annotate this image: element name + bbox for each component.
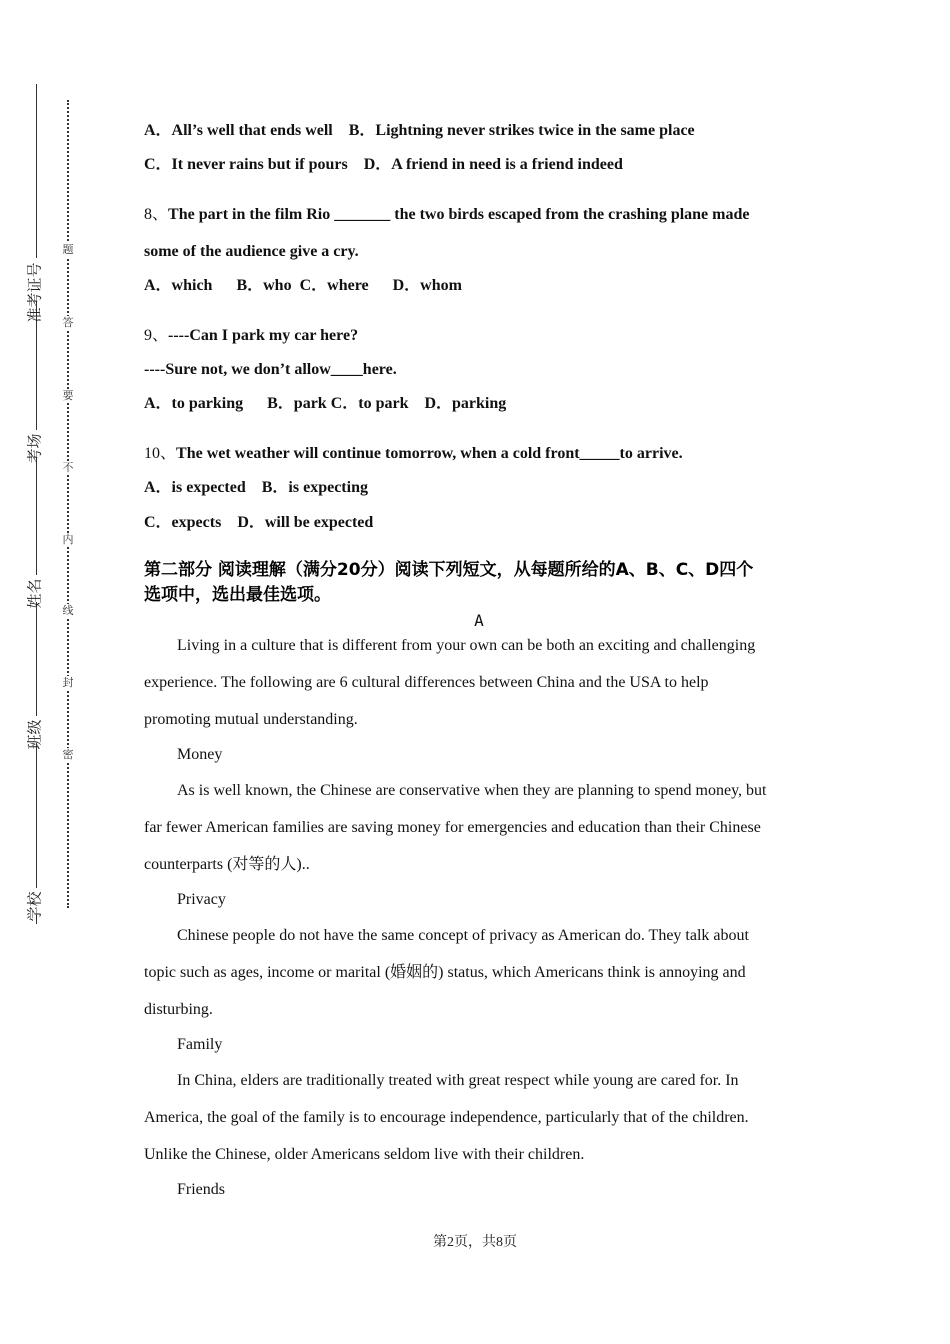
field-school-label: 学校	[25, 891, 44, 922]
q9-stem-text: ----Can I park my car here?	[168, 327, 359, 344]
seal-char: 答	[59, 316, 77, 330]
passage-label: A	[474, 611, 484, 630]
q9-options: A．to parking B．park C．to park D．parking	[144, 395, 507, 412]
q8-stem-line-1	[144, 202, 814, 228]
q7-options-line-1: A．All’s well that ends well B．Lightning never strikes twice in the same place	[144, 122, 695, 139]
intro-line-1: Living in a culture that is different from your own can be both an exciting and challenging	[177, 637, 756, 654]
q8-options: A．which B．who C．where D．whom	[144, 277, 462, 294]
intro-line-2: experience. The following are 6 cultural differences between China and the USA to help	[144, 674, 709, 691]
money-line-3: counterparts (对等的人)..	[144, 856, 310, 873]
q9-number: 9、	[144, 327, 169, 344]
field-class-label: 班级	[25, 719, 44, 750]
money-line-1: As is well known, the Chinese are conservative when they are planning to spend money, but	[177, 782, 767, 799]
seal-char: 线	[59, 604, 77, 618]
privacy-line-2: topic such as ages, income or marital (婚姻的) status, which Americans think is annoying and	[144, 964, 746, 981]
q10-options-line-1: A．is expected B．is expecting	[144, 479, 368, 496]
intro-line-3: promoting mutual understanding.	[144, 711, 358, 728]
seal-char: 封	[59, 676, 77, 690]
q7-options-line-2: C．It never rains but if pours D．A friend in need is a friend indeed	[144, 156, 623, 173]
section-title-line-2: 选项中，选出最佳选项。	[144, 585, 331, 605]
exam-content	[144, 118, 814, 1207]
family-line-1: In China, elders are traditionally treated with great respect while young are cared for. In	[177, 1072, 739, 1089]
fill-in-line	[36, 84, 37, 924]
field-class	[20, 716, 50, 750]
q10-options-line-2: C．expects D．will be expected	[144, 514, 374, 531]
binding-margin	[0, 0, 90, 1344]
money-line-2: far fewer American families are saving money for emergencies and education than their Chinese	[144, 819, 761, 836]
q10-stem	[144, 441, 814, 467]
q9-stem-line-1	[144, 323, 814, 349]
privacy-line-1: Chinese people do not have the same concept of privacy as American do. They talk about	[177, 927, 749, 944]
field-exam-room-label: 考场	[25, 433, 44, 464]
field-exam-id-label: 准考证号	[25, 262, 44, 323]
field-school	[20, 888, 50, 922]
seal-char: 要	[59, 389, 77, 403]
heading-friends: Friends	[177, 1181, 225, 1198]
q8-number: 8、	[144, 206, 169, 223]
q8-stem-text: The part in the film Rio _______ the two birds escaped from the crashing plane made	[168, 206, 750, 223]
heading-family: Family	[177, 1036, 223, 1053]
field-name-label: 姓名	[25, 578, 44, 609]
seal-char: 不	[59, 461, 77, 475]
seal-char: 题	[59, 243, 77, 257]
family-line-2: America, the goal of the family is to encourage independence, particularly that of the children.	[144, 1109, 749, 1126]
seal-char: 内	[59, 533, 77, 547]
field-exam-room	[20, 430, 50, 464]
heading-privacy: Privacy	[177, 891, 226, 908]
q10-number: 10、	[144, 445, 177, 462]
q10-stem-text: The wet weather will continue tomorrow, when a cold front_____to arrive.	[176, 445, 683, 462]
privacy-line-3: disturbing.	[144, 1001, 213, 1018]
field-exam-id	[20, 258, 50, 323]
seal-dotted-line	[67, 100, 69, 908]
field-name	[20, 575, 50, 609]
page-number-footer: 第2页，共8页	[433, 1235, 517, 1250]
heading-money: Money	[177, 746, 223, 763]
q8-stem-line-2: some of the audience give a cry.	[144, 243, 359, 260]
section-title-line-1: 第二部分 阅读理解（满分20分）阅读下列短文，从每题所给的A、B、C、D四个	[144, 560, 754, 580]
q9-stem-line-2: ----Sure not, we don’t allow____here.	[144, 361, 397, 378]
family-line-3: Unlike the Chinese, older Americans seldom live with their children.	[144, 1146, 585, 1163]
seal-char: 密	[59, 748, 77, 762]
